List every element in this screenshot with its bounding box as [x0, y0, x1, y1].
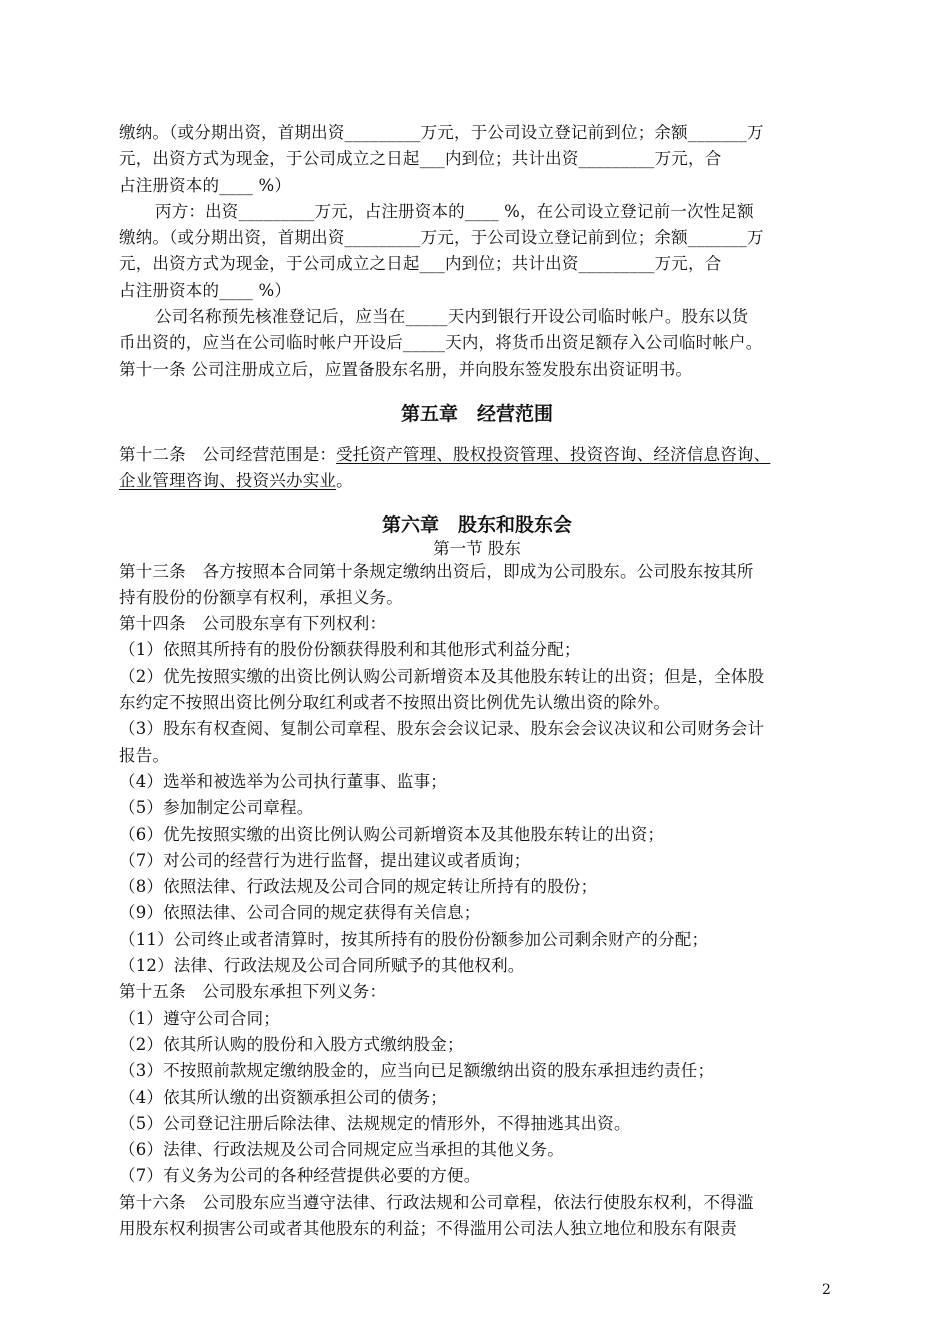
text-line: 占注册资本的____ %） [119, 280, 292, 300]
list-item: （4）依其所认缴的出资额承担公司的债务； [119, 1087, 447, 1107]
article-16: 第十六条 公司股东应当遵守法律、行政法规和公司章程，依法行使股东权利，不得滥 [119, 1192, 754, 1212]
list-item: （12）法律、行政法规及公司合同所赋予的其他权利。 [119, 956, 525, 976]
list-item: 报告。 [119, 745, 170, 765]
text-line: 元，出资方式为现金，于公司成立之日起___内到位；共计出资_________万元，合 [119, 149, 722, 169]
list-item: （3）不按照前款规定缴纳股金的，应当向已足额缴纳出资的股东承担违约责任； [119, 1061, 715, 1081]
business-scope-part1: 受托资产管理、股权投资管理、投资咨询、经济信息咨询、 [336, 444, 771, 464]
list-item: （7）对公司的经营行为进行监督，提出建议或者质询； [119, 850, 531, 870]
article-14: 第十四条 公司股东享有下列权利： [119, 614, 387, 634]
list-item: （3）股东有权查阅、复制公司章程、股东会会议记录、股东会会议决议和公司财务会计 [119, 719, 765, 739]
list-item: （5）公司登记注册后除法律、法规规定的情形外，不得抽逃其出资。 [119, 1113, 631, 1133]
list-item: （2）优先按照实缴的出资比例认购公司新增资本及其他股东转让的出资；但是，全体股 [119, 666, 765, 686]
list-item: （8）依照法律、行政法规及公司合同的规定转让所持有的股份； [119, 877, 598, 897]
article-12-end: 。 [336, 471, 353, 491]
list-item: （6）优先按照实缴的出资比例认购公司新增资本及其他股东转让的出资； [119, 824, 665, 844]
chapter-6-heading: 第六章 股东和股东会 [381, 513, 572, 536]
list-item: （11）公司终止或者清算时，按其所持有的股份份额参加公司剩余财产的分配； [119, 929, 709, 949]
text-line: 币出资的，应当在公司临时帐户开设后_____天内，将货币出资足额存入公司临时帐户。 [119, 333, 763, 353]
list-item: （1）遵守公司合同； [119, 1008, 280, 1028]
chapter-5-heading: 第五章 经营范围 [400, 402, 553, 425]
article-15: 第十五条 公司股东承担下列义务： [119, 982, 387, 1002]
text-line: 公司名称预先核准登记后，应当在_____天内到银行开设公司临时帐户。股东以货 [155, 307, 749, 327]
list-item: （6）法律、行政法规及公司合同规定应当承担的其他义务。 [119, 1140, 564, 1160]
text-line: 元，出资方式为现金，于公司成立之日起___内到位；共计出资_________万元，合 [119, 254, 722, 274]
article-12-prefix: 第十二条 公司经营范围是： [119, 444, 337, 464]
text-line: 用股东权利损害公司或者其他股东的利益；不得滥用公司法人独立地位和股东有限责 [119, 1218, 737, 1238]
text-line: 占注册资本的____ %） [119, 175, 292, 195]
business-scope-part2: 企业管理咨询、投资兴办实业 [119, 471, 337, 491]
text-line: 丙方：出资_________万元，占注册资本的____ %，在公司设立登记前一次性足额 [155, 201, 754, 221]
article-11: 第十一条 公司注册成立后，应置备股东名册，并向股东签发股东出资证明书。 [119, 359, 693, 379]
text-line: 缴纳。（或分期出资，首期出资_________万元，于公司设立登记前到位；余额_______万 [119, 123, 764, 142]
list-item: （5）参加制定公司章程。 [119, 798, 314, 818]
list-item: （1）依照其所持有的股份份额获得股利和其他形式利益分配； [119, 640, 581, 660]
section-1-heading: 第一节 股东 [433, 538, 521, 558]
list-item: （2）依其所认购的股份和入股方式缴纳股金； [119, 1034, 464, 1054]
article-12-cont [119, 468, 835, 494]
page-number: 2 [822, 1282, 831, 1298]
list-item: （9）依照法律、公司合同的规定获得有关信息； [119, 903, 481, 923]
text-line: 持有股份的份额享有权利，承担义务。 [119, 587, 403, 607]
list-item: （4）选举和被选举为公司执行董事、监事； [119, 771, 447, 791]
article-12 [119, 442, 835, 468]
list-item: 东约定不按照出资比例分取红利或者不按照出资比例优先认缴出资的除外。 [119, 693, 671, 713]
page-content [119, 120, 835, 1242]
list-item: （7）有义务为公司的各种经营提供必要的方便。 [119, 1166, 481, 1186]
text-line: 缴纳。（或分期出资，首期出资_________万元，于公司设立登记前到位；余额_______万 [119, 228, 764, 248]
text-line: 第十三条 各方按照本合同第十条规定缴纳出资后，即成为公司股东。公司股东按其所 [119, 561, 754, 581]
